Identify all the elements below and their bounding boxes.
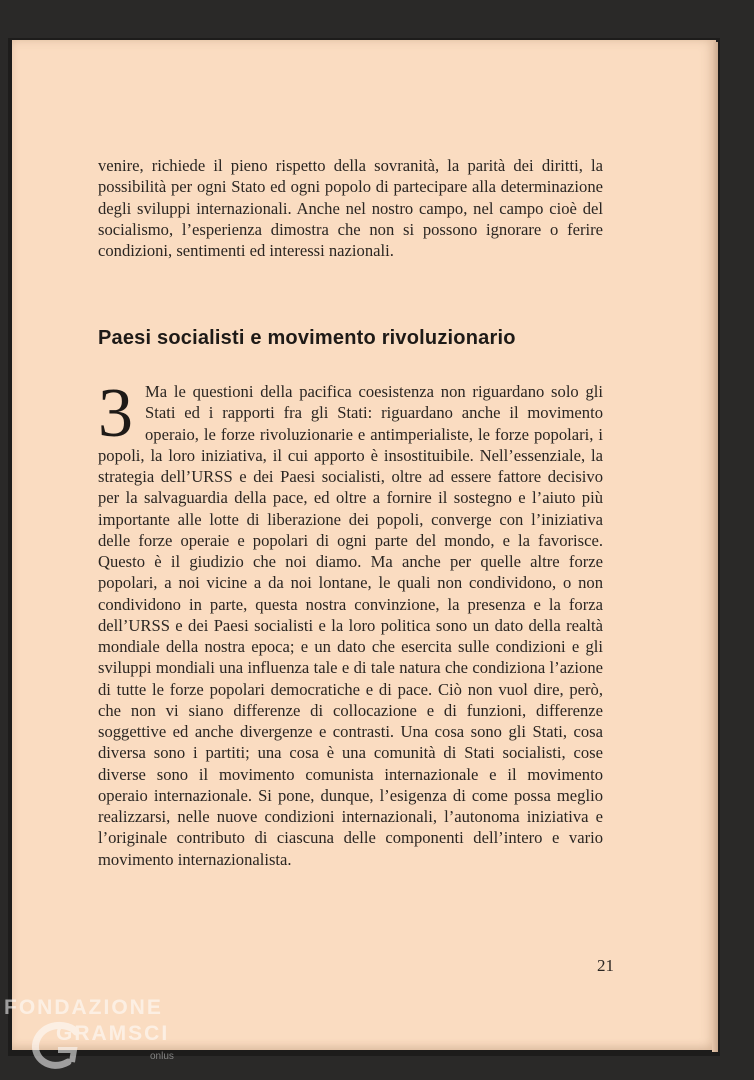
body-paragraph-block	[98, 375, 603, 870]
body-paragraph: Ma le questioni della pacifica coesistenza non riguardano solo gli Stati ed i rapporti fra gli Stati: riguardano anche il movimento operaio, le forze rivoluzionarie e antimperialiste, le forze popolari, i popoli, la loro iniziativa, il cui apporto è insostituibile. Nell’essenziale, la strategia dell’URSS e dei Paesi socialisti, oltre ad essere fattore decisivo per la salvaguardia della pace, ed oltre a fornire il sostegno e l’aiuto più importante alle lotte di liberazione dei popoli, converge con l’iniziativa delle forze operaie e popolari di ogni parte del mondo, e la favorisce. Questo è il giudizio che noi diamo. Ma anche per quelle altre forze popolari, a noi vicine a da noi lontane, le quali non condividono, o non condividono in parte, questa nostra convinzione, la presenza e la forza dell’URSS e dei Paesi socialisti e la loro politica sono un dato della realtà mondiale della nostra epoca; e un dato che esercita sulle condizioni e gli sviluppi mondiali una influenza tale e di tale natura che condiziona l’azione di tutte le forze popolari democratiche e di pace. Ciò non vuol dire, però, che non vi siano differenze di collocazione e di funzioni, differenze soggettive ed anche divergenze e contrasti. Una cosa sono gli Stati, cosa diversa sono i partiti; una cosa è una comunità di Stati socialisti, cose diverse sono il movimento comunista internazionale e il movimento operaio internazionale. Si pone, dunque, l’esigenza di come possa meglio realizzarsi, nelle nuove condizioni internazionali, l’autonoma iniziativa e l’originale contributo di ciascuna delle componenti dell’intero e vario movimento internazionalista.	[98, 382, 603, 869]
page-edge	[712, 42, 718, 1052]
intro-paragraph: venire, richiede il pieno rispetto della sovranità, la parità dei diritti, la possibilità per ogni Stato ed ogni popolo di partecipare alla determinazione degli sviluppi internazionali. Anche nel nostro campo, nel campo cioè del socialismo, l’esperienza dimostra che non si possono ignorare o ferire condizioni, sentimenti ed interessi nazionali.	[98, 156, 603, 260]
section-number-dropcap: 3	[98, 375, 133, 452]
intro-paragraph-block	[98, 155, 603, 261]
watermark-line1: FONDAZIONE	[4, 996, 163, 1019]
watermark-line2: GRAMSCI	[56, 1022, 170, 1045]
page-number: 21	[597, 956, 614, 975]
section-heading: Paesi socialisti e movimento rivoluzionario	[98, 327, 516, 349]
watermark-suffix: onlus	[150, 1051, 174, 1062]
watermark-logo	[4, 996, 204, 1076]
